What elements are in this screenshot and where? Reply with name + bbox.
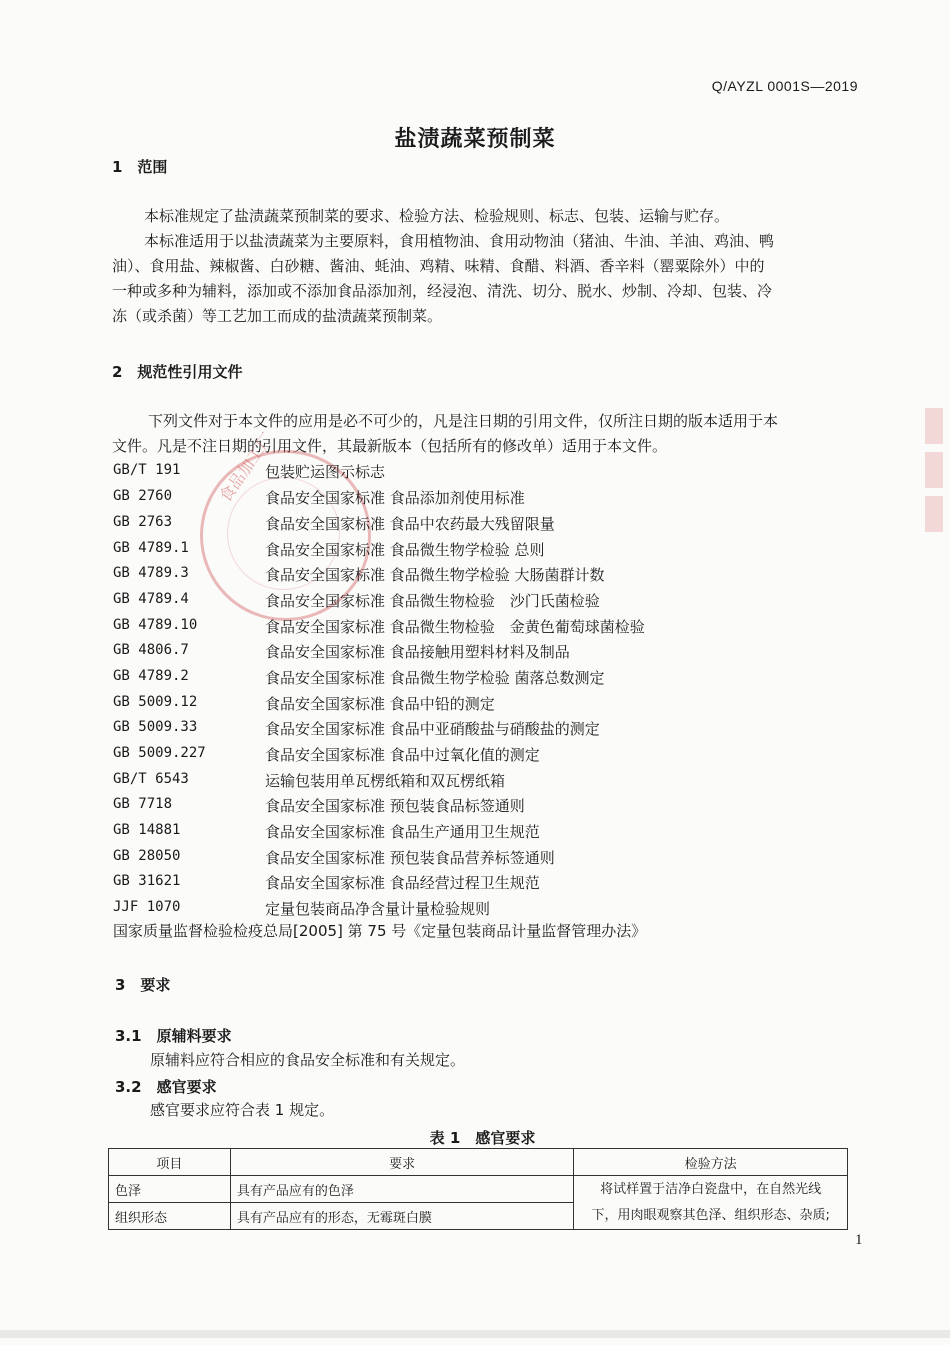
ref-title: 食品安全国家标准 食品中过氧化值的测定 bbox=[265, 746, 540, 764]
ref-code: GB 7718 bbox=[113, 796, 173, 812]
ref-code: GB 4806.7 bbox=[113, 642, 189, 658]
cell-requirement: 具有产品应有的色泽 bbox=[230, 1176, 574, 1203]
ref-title: 食品安全国家标准 食品微生物检验 沙门氏菌检验 bbox=[265, 592, 600, 610]
cell-item: 色泽 bbox=[109, 1176, 231, 1203]
cell-item: 组织形态 bbox=[109, 1203, 231, 1230]
section-3-2-heading: 3.2 感官要求 bbox=[115, 1078, 217, 1096]
ref-title: 食品安全国家标准 预包装食品标签通则 bbox=[265, 797, 525, 815]
ref-code: GB 4789.10 bbox=[113, 617, 198, 633]
ref-code: GB 5009.227 bbox=[113, 745, 206, 761]
edge-stamp-bar bbox=[925, 452, 943, 488]
ref-code: GB 31621 bbox=[113, 873, 181, 889]
ref-code: GB 2763 bbox=[113, 514, 173, 530]
scope-line: 冻（或杀菌）等工艺加工而成的盐渍蔬菜预制菜。 bbox=[112, 307, 443, 325]
ref-code: JJF 1070 bbox=[113, 899, 181, 915]
ref-code: GB 4789.1 bbox=[113, 540, 189, 556]
ref-code: GB 5009.12 bbox=[113, 694, 198, 710]
ref-title: 包装贮运图示标志 bbox=[265, 463, 386, 481]
edge-stamp-bar bbox=[925, 408, 943, 444]
table-caption: 表 1 感官要求 bbox=[429, 1129, 536, 1147]
ref-code: GB 14881 bbox=[113, 822, 181, 838]
ref-title: 食品安全国家标准 食品微生物检验 金黄色葡萄球菌检验 bbox=[265, 618, 645, 636]
ref-title: 食品安全国家标准 食品添加剂使用标准 bbox=[265, 489, 525, 507]
ref-title: 食品安全国家标准 预包装食品营养标签通则 bbox=[265, 849, 555, 867]
ref-title: 食品安全国家标准 食品接触用塑料材料及制品 bbox=[265, 643, 570, 661]
cell-method bbox=[574, 1176, 848, 1230]
scope-paragraph bbox=[112, 204, 774, 329]
header-requirement: 要求 bbox=[230, 1149, 574, 1176]
ref-title: 食品安全国家标准 食品微生物学检验 菌落总数测定 bbox=[265, 669, 605, 687]
ref-code: GB 4789.3 bbox=[113, 565, 189, 581]
header-item: 项目 bbox=[109, 1149, 231, 1176]
ref-title: 食品安全国家标准 食品中铅的测定 bbox=[265, 695, 495, 713]
edge-stamp-bar bbox=[925, 496, 943, 532]
normative-last-line: 国家质量监督检验检疫总局[2005] 第 75 号《定量包装商品计量监督管理办法》 bbox=[113, 922, 647, 940]
scan-bottom-edge bbox=[0, 1330, 950, 1338]
ref-title: 食品安全国家标准 食品生产通用卫生规范 bbox=[265, 823, 540, 841]
table-row bbox=[109, 1176, 848, 1203]
section-3-2-text: 感官要求应符合表 1 规定。 bbox=[150, 1101, 335, 1119]
standard-number: Q/AYZL 0001S—2019 bbox=[711, 78, 858, 94]
section-3-1-heading: 3.1 原辅料要求 bbox=[115, 1027, 232, 1045]
ref-title: 食品安全国家标准 食品经营过程卫生规范 bbox=[265, 874, 540, 892]
ref-title: 定量包装商品净含量计量检验规则 bbox=[265, 900, 491, 918]
ref-code: GB 5009.33 bbox=[113, 719, 198, 735]
edge-stamp-fragment bbox=[925, 408, 945, 543]
section-1-heading: 1 范围 bbox=[112, 158, 168, 176]
document-title: 盐渍蔬菜预制菜 bbox=[394, 127, 556, 152]
ref-title: 食品安全国家标准 食品微生物学检验 总则 bbox=[265, 541, 545, 559]
ref-code: GB 4789.4 bbox=[113, 591, 189, 607]
ref-code: GB 28050 bbox=[113, 848, 181, 864]
scope-line: 本标准适用于以盐渍蔬菜为主要原料，食用植物油、食用动物油（猪油、牛油、羊油、鸡油、鸭 bbox=[144, 232, 775, 250]
ref-title: 食品安全国家标准 食品中农药最大残留限量 bbox=[265, 515, 555, 533]
method-line: 下，用肉眼观察其色泽、组织形态、杂质; bbox=[591, 1207, 830, 1223]
scope-line: 一种或多种为辅料，添加或不添加食品添加剂，经浸泡、清洗、切分、脱水、炒制、冷却、包装、冷 bbox=[112, 282, 773, 300]
table-header-row bbox=[109, 1149, 848, 1176]
section-3-heading: 3 要求 bbox=[115, 976, 171, 994]
section-2-heading: 2 规范性引用文件 bbox=[112, 363, 243, 381]
ref-code: GB/T 6543 bbox=[113, 771, 189, 787]
ref-title: 食品安全国家标准 食品微生物学检验 大肠菌群计数 bbox=[265, 566, 605, 584]
method-line: 将试样置于洁净白瓷盘中，在自然光线 bbox=[600, 1181, 822, 1197]
scope-line: 本标准规定了盐渍蔬菜预制菜的要求、检验方法、检验规则、标志、包装、运输与贮存。 bbox=[144, 207, 730, 225]
section-3-1-text: 原辅料应符合相应的食品安全标准和有关规定。 bbox=[150, 1051, 466, 1069]
ref-code: GB/T 191 bbox=[113, 462, 181, 478]
scope-line: 油）、食用盐、辣椒酱、白砂糖、酱油、蚝油、鸡精、味精、食醋、料酒、香辛料（罂粟除外）中的 bbox=[112, 257, 765, 275]
seal-text: 食品加工厂 bbox=[215, 429, 277, 506]
intro-line: 下列文件对于本文件的应用是必不可少的，凡是注日期的引用文件，仅所注日期的版本适用于本 bbox=[148, 412, 779, 430]
ref-code: GB 2760 bbox=[113, 488, 173, 504]
header-method: 检验方法 bbox=[574, 1149, 848, 1176]
ref-title: 运输包装用单瓦楞纸箱和双瓦楞纸箱 bbox=[265, 772, 506, 790]
ref-code: GB 4789.2 bbox=[113, 668, 189, 684]
normative-intro bbox=[112, 409, 778, 459]
intro-line: 文件。凡是不注日期的引用文件，其最新版本（包括所有的修改单）适用于本文件。 bbox=[112, 437, 668, 455]
cell-requirement: 具有产品应有的形态，无霉斑白膜 bbox=[230, 1203, 574, 1230]
page-number: 1 bbox=[855, 1232, 863, 1248]
ref-title: 食品安全国家标准 食品中亚硝酸盐与硝酸盐的测定 bbox=[265, 720, 600, 738]
sensory-requirements-table bbox=[108, 1148, 848, 1230]
